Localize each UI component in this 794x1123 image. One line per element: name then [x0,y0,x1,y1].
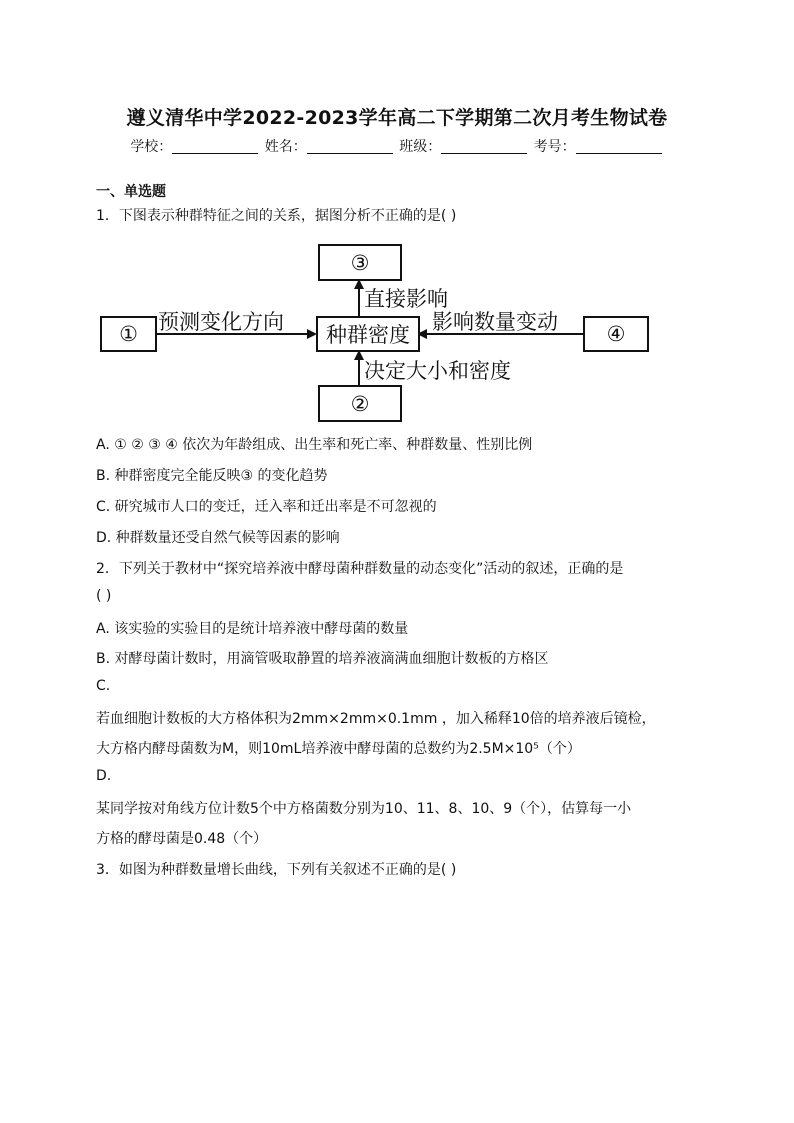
q2-option-d-label[interactable]: D. [96,768,112,784]
q2-option-c-line1: 若血细胞计数板的大方格体积为2mm×2mm×0.1mm ，加入稀释10倍的培养液后镜检， [96,711,656,727]
school-label: 学校： [130,139,173,155]
class-label: 班级： [399,139,442,155]
box-bottom-2: ② [318,385,402,422]
box-top-3: ③ [318,244,402,281]
class-blank[interactable] [441,139,527,154]
student-info-row [0,136,794,156]
section-heading: 一、单选题 [96,184,166,200]
school-blank[interactable] [172,139,258,154]
q1-option-d[interactable]: D. 种群数量还受自然气候等因素的影响 [96,530,340,546]
q2-option-d-line2: 方格的酵母菌是0.48（个） [96,831,268,847]
label-determine-size: 决定大小和密度 [364,359,511,383]
label-affect-change: 影响数量变动 [432,310,558,334]
q3-stem: 3．如图为种群数量增长曲线，下列有关叙述不正确的是( ) [96,862,457,878]
q2-option-d-line1: 某同学按对角线方位计数5个中方格菌数分别为10、11、8、10、9（个），估算每一小 [96,801,632,817]
exam-number-blank[interactable] [576,139,662,154]
name-blank[interactable] [307,139,393,154]
q2-option-c-line2: 大方格内酵母菌数为M，则10mL培养液中酵母菌的总数约为2.5M×10⁵（个） [96,741,581,757]
exam-title: 遵义清华中学2022-2023学年高二下学期第二次月考生物试卷 [126,107,668,129]
q1-option-a[interactable]: A. ① ② ③ ④ 依次为年龄组成、出生率和死亡率、种群数量、性别比例 [96,437,533,453]
label-direct-effect: 直接影响 [364,287,448,311]
q1-stem: 1．下图表示种群特征之间的关系，据图分析不正确的是( ) [96,208,457,224]
population-diagram [96,242,656,428]
exam-number-label: 考号： [533,139,576,155]
q1-option-c[interactable]: C. 研究城市人口的变迁，迁入率和迁出率是不可忽视的 [96,499,437,515]
name-label: 姓名： [264,139,307,155]
label-predict-trend: 预测变化方向 [158,310,284,334]
box-left-1: ① [100,316,157,352]
box-center-population-density: 种群密度 [316,316,420,352]
q2-option-a[interactable]: A. 该实验的实验目的是统计培养液中酵母菌的数量 [96,621,409,637]
q1-option-b[interactable]: B. 种群密度完全能反映③ 的变化趋势 [96,468,328,484]
q2-stem-line2: ( ) [96,588,112,604]
q2-stem-line1: 2．下列关于教材中“探究培养液中酵母菌种群数量的动态变化”活动的叙述，正确的是 [96,561,624,577]
box-right-4: ④ [583,316,649,352]
q2-option-c-label[interactable]: C. [96,678,111,694]
q2-option-b[interactable]: B. 对酵母菌计数时，用滴管吸取静置的培养液滴满血细胞计数板的方格区 [96,651,549,667]
